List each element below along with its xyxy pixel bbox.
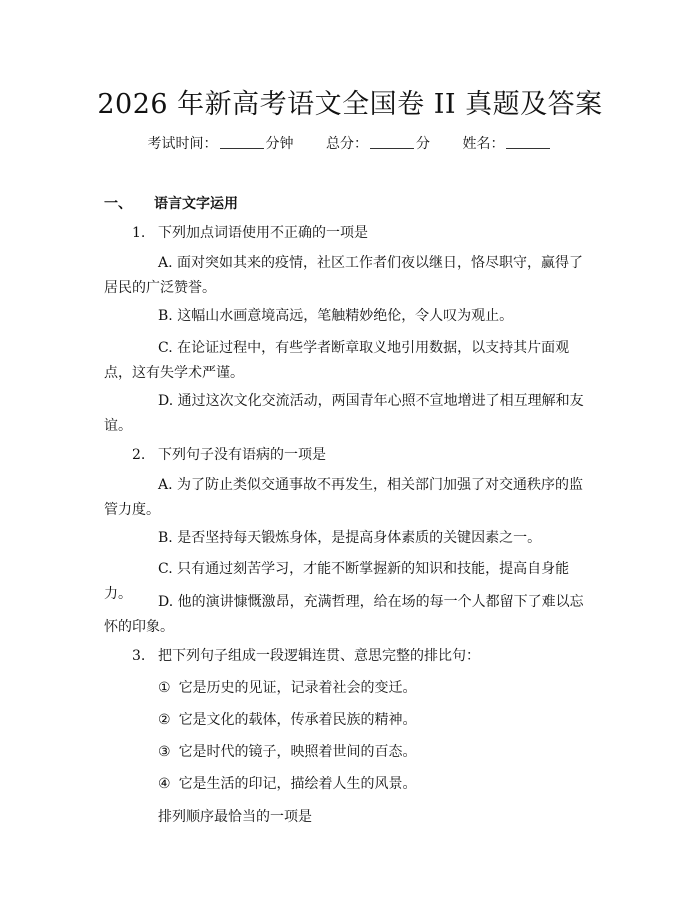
page-title: 2026 年新高考语文全国卷 II 真题及答案 xyxy=(97,89,603,120)
q3-item-3 xyxy=(158,741,417,761)
score-unit: 分 xyxy=(416,136,430,152)
question-2-stem xyxy=(132,444,326,464)
q2-option-c: C. 只有通过刻苦学习，才能不断掌握新的知识和技能，提高自身能力。 xyxy=(104,561,570,602)
question-number: 3. xyxy=(132,648,146,664)
q1-option-a: A. 面对突如其来的疫情，社区工作者们夜以继日，恪尽职守，赢得了居民的广泛赞誉。 xyxy=(104,255,584,296)
question-text: 下列句子没有语病的一项是 xyxy=(158,447,326,463)
q2-option-b: B. 是否坚持每天锻炼身体，是提高身体素质的关键因素之一。 xyxy=(158,530,542,546)
question-1-stem xyxy=(132,222,368,242)
time-label: 考试时间： xyxy=(147,136,218,152)
question-3-stem xyxy=(132,645,480,665)
item-text: 它是历史的见证，记录着社会的变迁。 xyxy=(178,680,417,696)
question-number: 1. xyxy=(132,225,146,241)
q1-option-b: B. 这幅山水画意境高远，笔触精妙绝伦，令人叹为观止。 xyxy=(158,308,514,324)
time-unit: 分钟 xyxy=(265,136,294,152)
item-text: 它是时代的镜子，映照着世间的百态。 xyxy=(178,744,417,760)
q2-option-d: D. 他的演讲慷慨激昂，充满哲理，给在场的每一个人都留下了难以忘怀的印象。 xyxy=(104,594,584,635)
section-number: 一、 xyxy=(104,196,132,212)
question-number: 2. xyxy=(132,447,146,463)
exam-time xyxy=(148,136,294,152)
q3-tail: 排列顺序最恰当的一项是 xyxy=(158,809,312,825)
exam-name xyxy=(462,136,552,152)
section-heading xyxy=(104,193,238,213)
q3-item-1 xyxy=(158,677,417,697)
q2-option-a: A. 为了防止类似交通事故不再发生，相关部门加强了对交通秩序的监管力度。 xyxy=(104,477,584,518)
item-mark: ③ xyxy=(158,744,171,760)
name-blank xyxy=(506,136,550,149)
q3-item-2 xyxy=(158,709,417,729)
q3-item-4 xyxy=(158,773,417,793)
item-mark: ① xyxy=(158,680,171,696)
item-mark: ④ xyxy=(158,776,171,792)
name-label: 姓名： xyxy=(462,136,505,152)
exam-score xyxy=(326,136,430,152)
time-blank xyxy=(220,136,264,149)
score-blank xyxy=(370,136,414,149)
item-mark: ② xyxy=(158,712,171,728)
question-text: 把下列句子组成一段逻辑连贯、意思完整的排比句： xyxy=(158,648,480,664)
q1-option-c: C. 在论证过程中，有些学者断章取义地引用数据，以支持其片面观点，这有失学术严谨。 xyxy=(104,340,570,381)
item-text: 它是生活的印记，描绘着人生的风景。 xyxy=(178,776,417,792)
q1-option-d: D. 通过这次文化交流活动，两国青年心照不宣地增进了相互理解和友谊。 xyxy=(104,393,584,434)
score-label: 总分： xyxy=(326,136,368,152)
section-title: 语言文字运用 xyxy=(154,196,238,212)
exam-meta xyxy=(0,133,700,153)
question-text: 下列加点词语使用不正确的一项是 xyxy=(158,225,368,241)
item-text: 它是文化的载体，传承着民族的精神。 xyxy=(178,712,417,728)
